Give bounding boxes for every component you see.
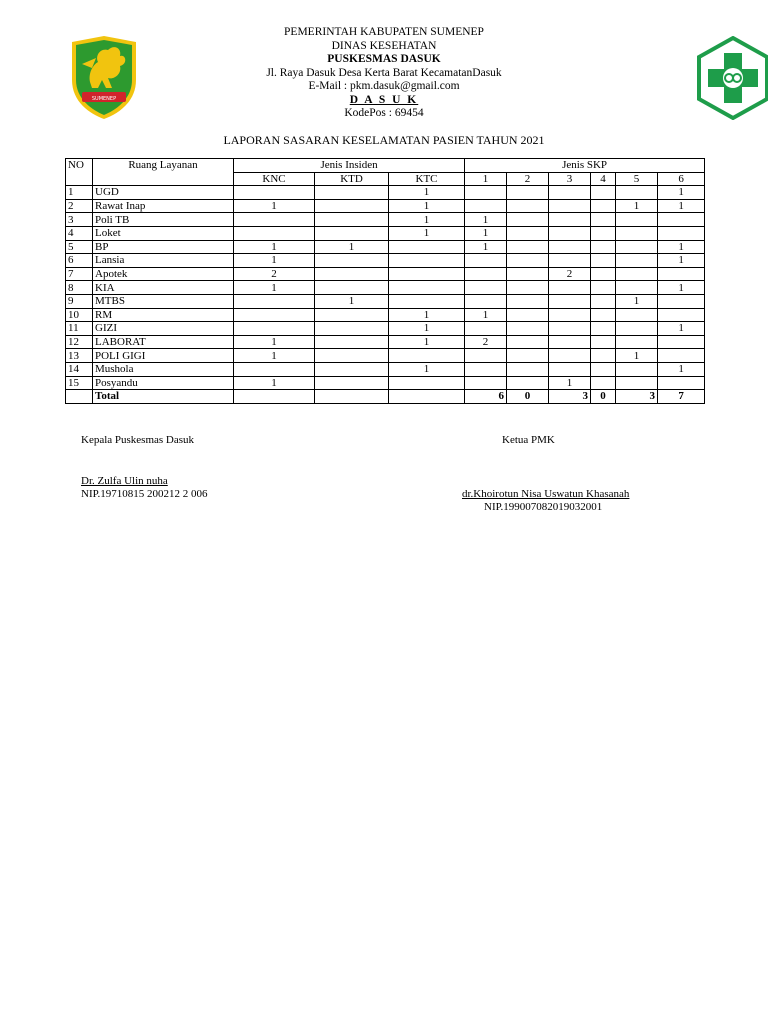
header-skp-6: 6 <box>658 172 705 186</box>
ktc-count: 1 <box>389 186 465 200</box>
skp-6-count: 1 <box>658 281 705 295</box>
knc-count <box>234 186 315 200</box>
puskesmas-health-logo <box>697 36 768 120</box>
skp-2-count <box>507 199 549 213</box>
skp-1-count: 1 <box>465 240 507 254</box>
total-skp-4: 0 <box>591 390 616 404</box>
skp-6-count: 1 <box>658 186 705 200</box>
skp-5-count: 1 <box>616 294 658 308</box>
knc-count <box>234 322 315 336</box>
skp-3-count <box>549 322 591 336</box>
skp-6-count <box>658 349 705 363</box>
skp-6-count <box>658 335 705 349</box>
report-title: LAPORAN SASARAN KESELAMATAN PASIEN TAHUN 2021 <box>223 133 545 147</box>
room-name: LABORAT <box>93 335 234 349</box>
skp-5-count <box>616 376 658 390</box>
table-row <box>66 335 705 349</box>
header-puskesmas: PUSKESMAS DASUK <box>327 53 441 65</box>
skp-6-count <box>658 308 705 322</box>
header-skp-4: 4 <box>591 172 616 186</box>
skp-1-count <box>465 362 507 376</box>
ktd-count <box>315 349 389 363</box>
ktc-count <box>389 240 465 254</box>
knc-count <box>234 294 315 308</box>
table-row <box>66 186 705 200</box>
skp-3-count <box>549 335 591 349</box>
header-email: E-Mail : pkm.dasuk@gmail.com <box>308 80 460 92</box>
row-no: 6 <box>66 254 93 268</box>
total-label: Total <box>93 390 234 404</box>
skp-4-count <box>591 376 616 390</box>
total-no <box>66 390 93 404</box>
ktc-count <box>389 267 465 281</box>
knc-count: 1 <box>234 199 315 213</box>
table-row <box>66 240 705 254</box>
safety-report-table <box>65 158 705 404</box>
skp-4-count <box>591 362 616 376</box>
skp-3-count <box>549 362 591 376</box>
skp-3-count <box>549 281 591 295</box>
ktd-count <box>315 308 389 322</box>
skp-2-count <box>507 226 549 240</box>
header-no: NO <box>66 159 93 186</box>
skp-2-count <box>507 240 549 254</box>
skp-6-count: 1 <box>658 362 705 376</box>
ktd-count: 1 <box>315 240 389 254</box>
header-address: Jl. Raya Dasuk Desa Kerta Barat KecamatanDasuk <box>266 66 502 79</box>
skp-6-count <box>658 267 705 281</box>
skp-2-count <box>507 213 549 227</box>
ktd-count <box>315 267 389 281</box>
skp-5-count <box>616 322 658 336</box>
room-name: Mushola <box>93 362 234 376</box>
skp-4-count <box>591 335 616 349</box>
table-row <box>66 294 705 308</box>
left-signer-role: Kepala Puskesmas Dasuk <box>81 434 195 446</box>
skp-6-count <box>658 294 705 308</box>
room-name: KIA <box>93 281 234 295</box>
total-skp-5: 3 <box>616 390 658 404</box>
skp-5-count: 1 <box>616 349 658 363</box>
skp-2-count <box>507 267 549 281</box>
ktc-count <box>389 294 465 308</box>
right-signer-nip: NIP.199007082019032001 <box>484 501 603 513</box>
skp-4-count <box>591 308 616 322</box>
skp-1-count <box>465 254 507 268</box>
skp-1-count <box>465 349 507 363</box>
skp-3-count <box>549 226 591 240</box>
header-knc: KNC <box>234 172 315 186</box>
ktc-count <box>389 254 465 268</box>
knc-count: 1 <box>234 240 315 254</box>
knc-count: 1 <box>234 281 315 295</box>
skp-2-count <box>507 186 549 200</box>
ktc-count <box>389 349 465 363</box>
emblem-ribbon-text: SUMENEP <box>91 96 117 102</box>
skp-4-count <box>591 281 616 295</box>
skp-4-count <box>591 213 616 227</box>
skp-3-count <box>549 240 591 254</box>
skp-2-count <box>507 254 549 268</box>
total-skp-1: 6 <box>465 390 507 404</box>
row-no: 4 <box>66 226 93 240</box>
ktc-count: 1 <box>389 199 465 213</box>
table-row <box>66 322 705 336</box>
table-header-row <box>66 159 705 173</box>
skp-4-count <box>591 199 616 213</box>
skp-1-count: 2 <box>465 335 507 349</box>
skp-2-count <box>507 322 549 336</box>
header-postcode: KodePos : 69454 <box>344 107 424 119</box>
skp-2-count <box>507 376 549 390</box>
total-ktd <box>315 390 389 404</box>
skp-1-count <box>465 322 507 336</box>
skp-5-count <box>616 267 658 281</box>
skp-3-count: 2 <box>549 267 591 281</box>
room-name: Poli TB <box>93 213 234 227</box>
skp-5-count <box>616 240 658 254</box>
knc-count <box>234 362 315 376</box>
table-total-row <box>66 390 705 404</box>
table-row <box>66 226 705 240</box>
skp-6-count: 1 <box>658 240 705 254</box>
room-name: BP <box>93 240 234 254</box>
row-no: 5 <box>66 240 93 254</box>
room-name: Loket <box>93 226 234 240</box>
table-body <box>66 186 705 390</box>
skp-3-count <box>549 294 591 308</box>
skp-6-count: 1 <box>658 199 705 213</box>
row-no: 3 <box>66 213 93 227</box>
header-skp-3: 3 <box>549 172 591 186</box>
skp-2-count <box>507 335 549 349</box>
ktd-count <box>315 322 389 336</box>
header-room: Ruang Layanan <box>93 159 234 186</box>
skp-4-count <box>591 349 616 363</box>
knc-count <box>234 226 315 240</box>
skp-5-count <box>616 226 658 240</box>
skp-2-count <box>507 281 549 295</box>
row-no: 8 <box>66 281 93 295</box>
ktd-count <box>315 376 389 390</box>
ktd-count <box>315 362 389 376</box>
left-signer-nip: NIP.19710815 200212 2 006 <box>81 488 208 500</box>
skp-2-count <box>507 308 549 322</box>
skp-2-count <box>507 362 549 376</box>
ktd-count <box>315 226 389 240</box>
total-ktc <box>389 390 465 404</box>
header-government: PEMERINTAH KABUPATEN SUMENEP <box>284 26 484 38</box>
table-row <box>66 349 705 363</box>
skp-4-count <box>591 294 616 308</box>
knc-count: 1 <box>234 335 315 349</box>
row-no: 2 <box>66 199 93 213</box>
row-no: 14 <box>66 362 93 376</box>
room-name: Lansia <box>93 254 234 268</box>
knc-count <box>234 308 315 322</box>
header-ktd: KTD <box>315 172 389 186</box>
skp-1-count <box>465 199 507 213</box>
room-name: Posyandu <box>93 376 234 390</box>
table-row <box>66 199 705 213</box>
skp-4-count <box>591 254 616 268</box>
knc-count: 2 <box>234 267 315 281</box>
table-row <box>66 281 705 295</box>
table-row <box>66 376 705 390</box>
table-row <box>66 308 705 322</box>
skp-1-count <box>465 294 507 308</box>
skp-5-count <box>616 254 658 268</box>
room-name: GIZI <box>93 322 234 336</box>
skp-1-count: 1 <box>465 308 507 322</box>
row-no: 13 <box>66 349 93 363</box>
ktc-count: 1 <box>389 213 465 227</box>
right-signer-name: dr.Khoirotun Nisa Uswatun Khasanah <box>462 488 630 500</box>
skp-3-count <box>549 199 591 213</box>
row-no: 1 <box>66 186 93 200</box>
right-signer-role: Ketua PMK <box>502 434 555 446</box>
total-skp-2: 0 <box>507 390 549 404</box>
skp-4-count <box>591 186 616 200</box>
skp-1-count <box>465 376 507 390</box>
skp-6-count <box>658 213 705 227</box>
sumenep-emblem-logo <box>68 34 140 120</box>
row-no: 15 <box>66 376 93 390</box>
skp-6-count: 1 <box>658 254 705 268</box>
header-department: DINAS KESEHATAN <box>331 39 437 52</box>
skp-6-count <box>658 226 705 240</box>
skp-5-count <box>616 213 658 227</box>
skp-1-count <box>465 186 507 200</box>
skp-6-count: 1 <box>658 322 705 336</box>
left-signer-name: Dr. Zulfa Ulin nuha <box>81 475 168 487</box>
skp-3-count <box>549 186 591 200</box>
skp-5-count <box>616 281 658 295</box>
skp-1-count: 1 <box>465 213 507 227</box>
skp-5-count: 1 <box>616 199 658 213</box>
skp-1-count: 1 <box>465 226 507 240</box>
room-name: Rawat Inap <box>93 199 234 213</box>
table-row <box>66 267 705 281</box>
room-name: Apotek <box>93 267 234 281</box>
knc-count <box>234 213 315 227</box>
ktc-count: 1 <box>389 362 465 376</box>
skp-5-count <box>616 308 658 322</box>
ktd-count <box>315 213 389 227</box>
ktc-count: 1 <box>389 322 465 336</box>
ktc-count: 1 <box>389 335 465 349</box>
ktd-count <box>315 281 389 295</box>
ktd-count <box>315 254 389 268</box>
ktc-count: 1 <box>389 226 465 240</box>
total-skp-6: 7 <box>658 390 705 404</box>
header-skp-group: Jenis SKP <box>465 159 705 173</box>
skp-1-count <box>465 281 507 295</box>
header-place: D A S U K <box>349 93 419 106</box>
skp-5-count <box>616 362 658 376</box>
header-skp-1: 1 <box>465 172 507 186</box>
room-name: MTBS <box>93 294 234 308</box>
ktc-count <box>389 376 465 390</box>
knc-count: 1 <box>234 349 315 363</box>
skp-2-count <box>507 294 549 308</box>
skp-4-count <box>591 240 616 254</box>
header-skp-5: 5 <box>616 172 658 186</box>
total-knc <box>234 390 315 404</box>
skp-3-count <box>549 254 591 268</box>
header-skp-2: 2 <box>507 172 549 186</box>
skp-3-count: 1 <box>549 376 591 390</box>
skp-6-count <box>658 376 705 390</box>
table-row <box>66 213 705 227</box>
row-no: 7 <box>66 267 93 281</box>
table-row <box>66 362 705 376</box>
ktd-count <box>315 186 389 200</box>
header-incident-group: Jenis Insiden <box>234 159 465 173</box>
ktd-count <box>315 199 389 213</box>
skp-5-count <box>616 186 658 200</box>
skp-3-count <box>549 213 591 227</box>
skp-2-count <box>507 349 549 363</box>
room-name: UGD <box>93 186 234 200</box>
letterhead <box>200 26 568 121</box>
knc-count: 1 <box>234 376 315 390</box>
row-no: 9 <box>66 294 93 308</box>
ktc-count <box>389 281 465 295</box>
room-name: POLI GIGI <box>93 349 234 363</box>
skp-1-count <box>465 267 507 281</box>
skp-5-count <box>616 335 658 349</box>
skp-3-count <box>549 349 591 363</box>
row-no: 12 <box>66 335 93 349</box>
row-no: 11 <box>66 322 93 336</box>
room-name: RM <box>93 308 234 322</box>
header-ktc: KTC <box>389 172 465 186</box>
skp-4-count <box>591 322 616 336</box>
knc-count: 1 <box>234 254 315 268</box>
row-no: 10 <box>66 308 93 322</box>
total-skp-3: 3 <box>549 390 591 404</box>
ktd-count <box>315 335 389 349</box>
skp-3-count <box>549 308 591 322</box>
table-row <box>66 254 705 268</box>
ktd-count: 1 <box>315 294 389 308</box>
skp-4-count <box>591 267 616 281</box>
skp-4-count <box>591 226 616 240</box>
ktc-count: 1 <box>389 308 465 322</box>
